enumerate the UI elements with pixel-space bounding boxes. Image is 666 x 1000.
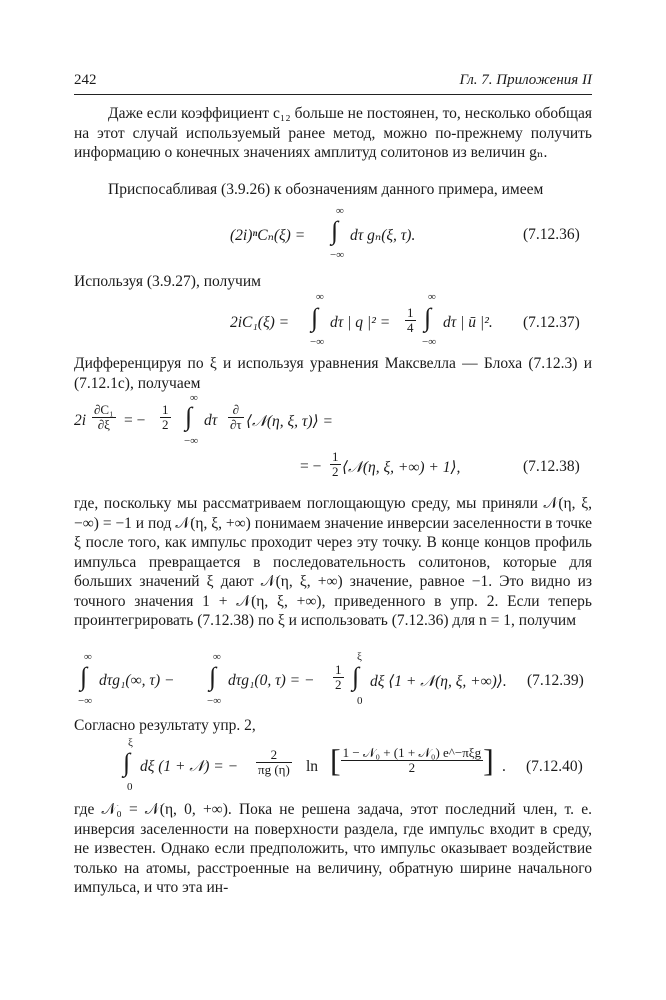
eq-number: (7.12.37): [523, 314, 580, 331]
eq-number: (7.12.39): [527, 672, 584, 689]
integral-sign: ∫: [123, 748, 131, 777]
paragraph-1: Даже если коэффициент c₁₂ больше не постоянен, то, несколько обобщая на этот случай используемый ранее метод, можно по-прежнему получить информацию о конечных значениях амплитуд солитонов из величин gₙ.: [74, 105, 592, 161]
page-header: [74, 70, 592, 95]
paragraph-2: Приспосабливая (3.9.26) к обозначениям данного примера, имеем: [108, 181, 544, 198]
integral-sign: ∫: [331, 216, 339, 245]
integral-sign: ∫: [80, 662, 88, 691]
eq-number: (7.12.40): [526, 758, 583, 775]
paragraph-7: где 𝒩₀ = 𝒩(η, 0, +∞). Пока не решена задача, этот последний член, т. е. инверсия заселенности на поверхности раздела, где импульс входит в среду, не известен. Однако если предположить, что импульс оказывает воздействие только на атомы, расстроенные на величину, обратную ширине начального импульса, и что эта ин-: [74, 801, 592, 896]
running-head: Гл. 7. Приложения II: [459, 72, 592, 88]
paragraph-4: Дифференцируя по ξ и используя уравнения Максвелла — Блоха (7.12.3) и (7.12.1c), получаем: [74, 355, 592, 392]
integral-sign: ∫: [209, 662, 217, 691]
integral-sign: ∫: [352, 662, 360, 691]
paragraph-5: где, поскольку мы рассматриваем поглощающую среду, мы приняли 𝒩(η, ξ, −∞) = −1 и под 𝒩(η, ξ, +∞) понимаем значение инверсии заселенности в точке ξ после того, как импульс проходит через эту точку. В конце концов профиль импульса превращается в последовательность солитонов, которые для больших значений ξ дают 𝒩(η, ξ, +∞) значение, равное −1. Это видно из точного значения 1 + 𝒩(η, ξ, +∞), приведенного в упр. 2. Если теперь проинтегрировать (7.12.38) по ξ и использовать (7.12.36) для n = 1, получим: [74, 495, 593, 629]
integral-sign: ∫: [185, 402, 193, 431]
page-number: 242: [74, 72, 97, 88]
integral-sign: ∫: [424, 303, 432, 332]
paragraph-6: Согласно результату упр. 2,: [74, 717, 256, 734]
book-page: 242 Гл. 7. Приложения II Даже если коэффициент c₁₂ больше не постоянен, то, несколько обобщая на этот случай используемый ранее метод, можно по-прежнему получить информацию о конечных значениях амплитуд солитонов из величин gₙ. Приспосабливая (3.9.26) к обозначениям данного примера, имеем (2i)ⁿCₙ(ξ) = ∞ ∫ −∞ dτ gₙ(ξ, τ). (7.12.36) Используя (3.9.27), получим 2iC₁(ξ) = ∞ ∫ −∞ dτ | q |² = $\frac{1}{4}$ ∞ ∫ −∞ dτ | ū |². (7.12.37) Дифференцируя по ξ и используя уравнения Максвелла — Блоха (7.12.3) и (7.12.1c), получаем 2i $\frac{\text{∂C₁}}{\partial\xi}$ = − $\frac{1}{2}$ ∞ ∫ −∞ dτ $\frac{\partial}{\partial\tau}$ ⟨𝒩(η, ξ, τ)⟩ = = − $\frac{1}{2}$ ⟨𝒩(η, ξ, +∞) + 1⟩, (7.12.38) где, поскольку мы рассматриваем поглощающую среду, мы приняли 𝒩(η, ξ, −∞) = −1 и под 𝒩(η, ξ, +∞) понимаем значение инверсии заселенности в точке ξ после того, как импульс проходит через эту точку. В конце концов профиль импульса превращается в последовательность солитонов, которые для больших значений ξ дают 𝒩(η, ξ, +∞) значение, равное −1. Это видно из точного значения 1 + 𝒩(η, ξ, +∞), приведенного в упр. 2. Если теперь проинтегрировать (7.12.38) по ξ и использовать (7.12.36) для n = 1, получим ∞ ∫ −∞ dτg₁(∞, τ) − ∞ ∫ −∞ dτg₁(0, τ) = − $\frac{1}{2}$ ξ ∫ 0 dξ ⟨1 + 𝒩(η, ξ, +∞)⟩. (7.12.39) Согласно результату упр. 2, ξ ∫ 0 dξ (1 + 𝒩) = − $\frac{2}{\pi g (\eta)}$ ln [ $\frac{\text{1 − 𝒩₀ + (1 + 𝒩₀) e\textasciicircum{}−πξg}}{2}$ ] . (7.12.40) где 𝒩₀ = 𝒩(η, 0, +∞). Пока не решена задача, этот последний член, т. е. инверсия заселенности на поверхности раздела, где импульс входит в среду, не известен. Однако если предположить, что импульс оказывает воздействие только на атомы, расстроенные на величину, обратную ширине начального импульса, и что эта ин-: [74, 72, 593, 896]
paragraph-3: Используя (3.9.27), получим: [74, 273, 261, 290]
eq-number: (7.12.36): [523, 226, 580, 243]
integral-sign: ∫: [311, 303, 319, 332]
eq-number: (7.12.38): [523, 458, 580, 475]
